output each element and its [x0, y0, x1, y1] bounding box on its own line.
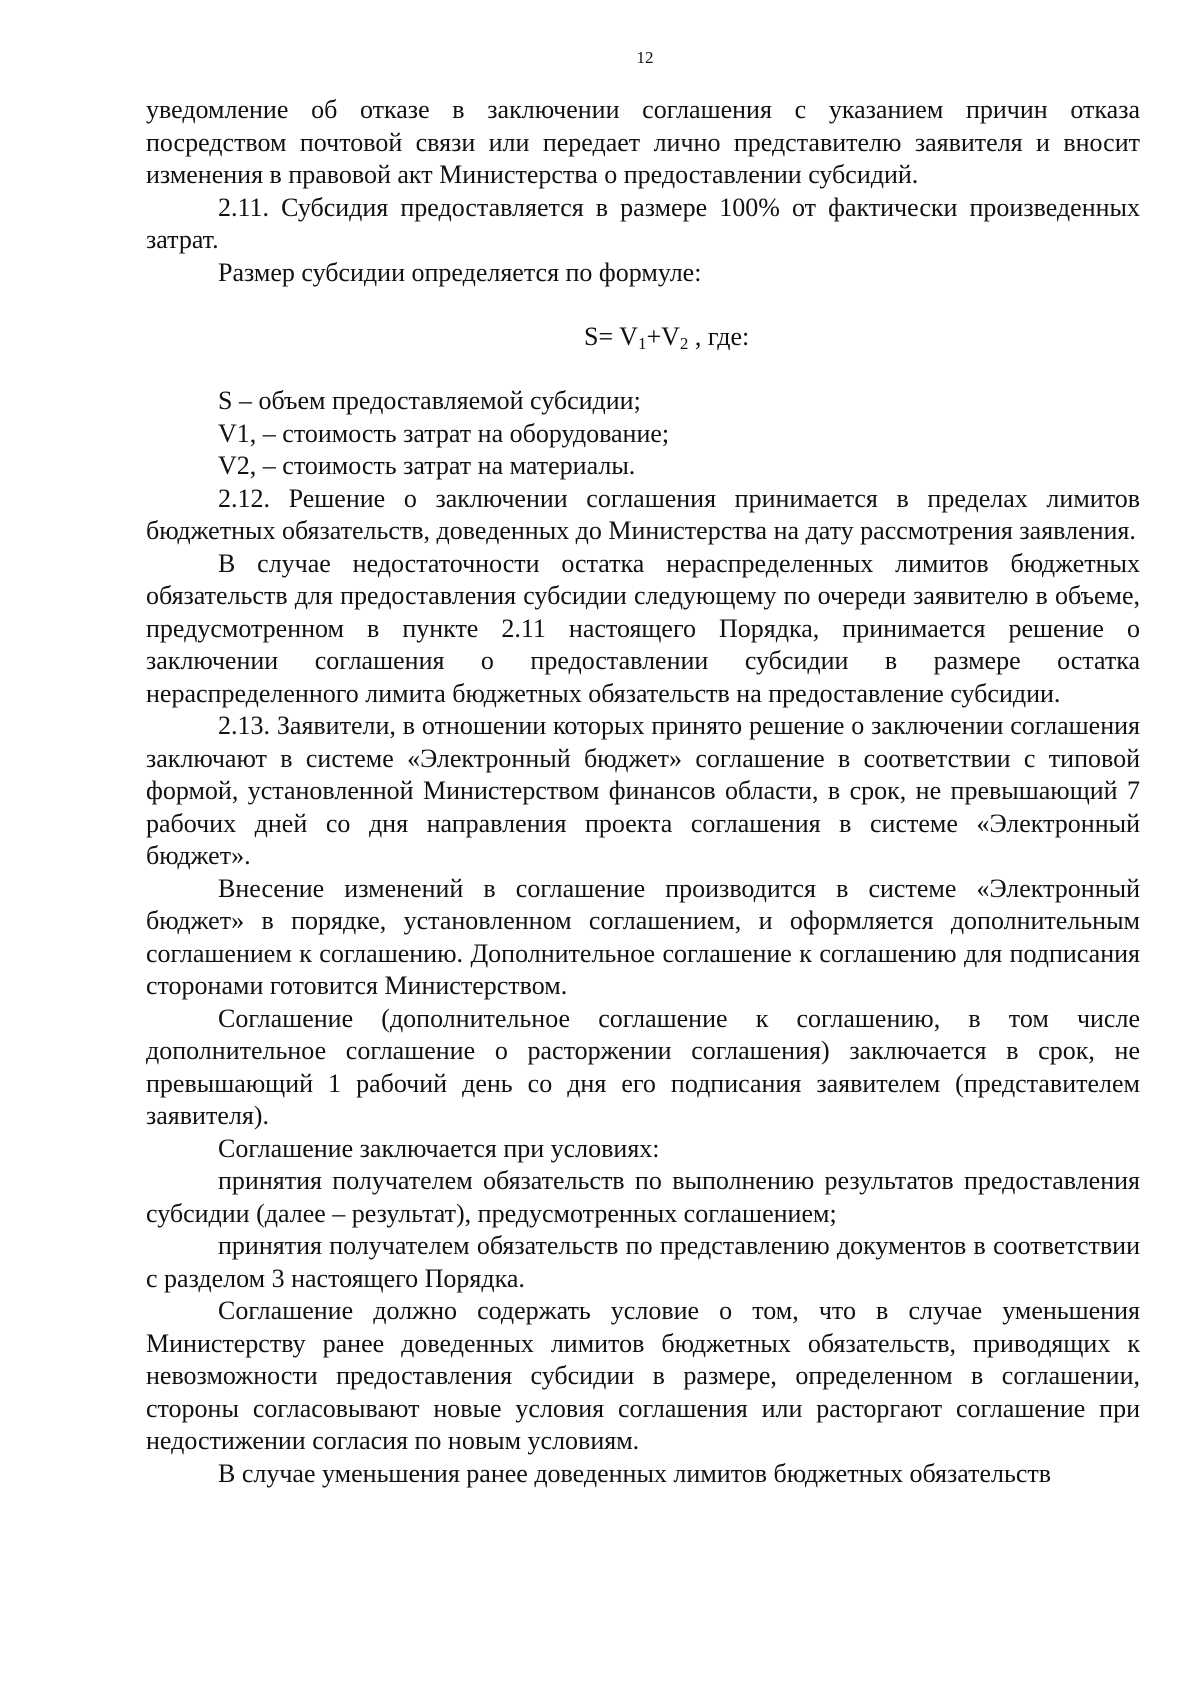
paragraph-2-12: 2.12. Решение о заключении соглашения принимается в пределах лимитов бюджетных обязательств, доведенных до Министерства на дату рассмотрения заявления.	[146, 483, 1140, 545]
paragraph-agreement-term: Соглашение (дополнительное соглашение к соглашению, в том числе дополнительное соглашение о расторжении соглашения) заключается в срок, не превышающий 1 рабочий день со дня его подписания заявителем (представителем заявителя).	[146, 1003, 1140, 1130]
paragraph-condition-documents: принятия получателем обязательств по представлению документов в соответствии с разделом 3 настоящего Порядка.	[146, 1231, 1140, 1293]
definition-s: S – объем предоставляемой субсидии;	[218, 386, 641, 415]
document-body	[146, 94, 1140, 1490]
formula-plus: +	[646, 322, 662, 351]
formula-v2: V	[661, 322, 680, 351]
paragraph-limits-reduction-cont: В случае уменьшения ранее доведенных лимитов бюджетных обязательств	[218, 1458, 1052, 1488]
paragraph-formula-intro: Размер субсидии определяется по формуле:	[218, 257, 702, 287]
paragraph-insufficient-limits: В случае недостаточности остатка нераспределенных лимитов бюджетных обязательств для предоставления субсидии следующему по очереди заявителю в объеме, предусмотренном в пункте 2.11 настоящего Порядка, принимается решение о заключении соглашения о предоставлении субсидии в размере остатка нераспределенного лимита бюджетных обязательств на предоставление субсидии.	[146, 548, 1140, 708]
formula-v2-subscript: 2	[679, 334, 689, 353]
definition-v2: V2, – стоимость затрат на материалы.	[218, 451, 636, 480]
paragraph-amendments: Внесение изменений в соглашение производится в системе «Электронный бюджет» в порядке, установленном соглашением, и оформляется дополнительным соглашением к соглашению. Дополнительное соглашение к соглашению для подписания сторонами готовится Министерством.	[146, 873, 1140, 1000]
definition-v1: V1, – стоимость затрат на оборудование;	[218, 418, 670, 448]
paragraph-2-11: 2.11. Субсидия предоставляется в размере 100% от фактически произведенных затрат.	[146, 192, 1140, 254]
paragraph-condition-results: принятия получателем обязательств по выполнению результатов предоставления субсидии (далее – результат), предусмотренных соглашением;	[146, 1166, 1140, 1228]
paragraph-limits-reduction: Соглашение должно содержать условие о том, что в случае уменьшения Министерству ранее доведенных лимитов бюджетных обязательств, приводящих к невозможности предоставления субсидии в размере, определенном в соглашении, стороны согласовывают новые условия соглашения или расторгают соглашение при недостижении согласия по новым условиям.	[146, 1296, 1140, 1455]
page-number: 12	[636, 48, 654, 67]
subsidy-formula	[146, 289, 1140, 385]
formula-lhs: S=	[584, 322, 614, 351]
formula-v1: V	[619, 322, 638, 351]
paragraph-refusal-notice: уведомление об отказе в заключении соглашения с указанием причин отказа посредством почтовой связи или передает лично представителю заявителя и вносит изменения в правовой акт Министерства о предоставлении субсидий.	[146, 95, 1140, 189]
formula-v1-subscript: 1	[637, 334, 647, 353]
formula-tail: , где:	[688, 322, 750, 351]
paragraph-conditions-intro: Соглашение заключается при условиях:	[218, 1133, 660, 1163]
paragraph-2-13: 2.13. Заявители, в отношении которых принято решение о заключении соглашения заключают в системе «Электронный бюджет» соглашение в соответствии с типовой формой, установленной Министерством финансов области, в срок, не превышающий 7 рабочих дней со дня направления проекта соглашения в системе «Электронный бюджет».	[146, 711, 1140, 870]
